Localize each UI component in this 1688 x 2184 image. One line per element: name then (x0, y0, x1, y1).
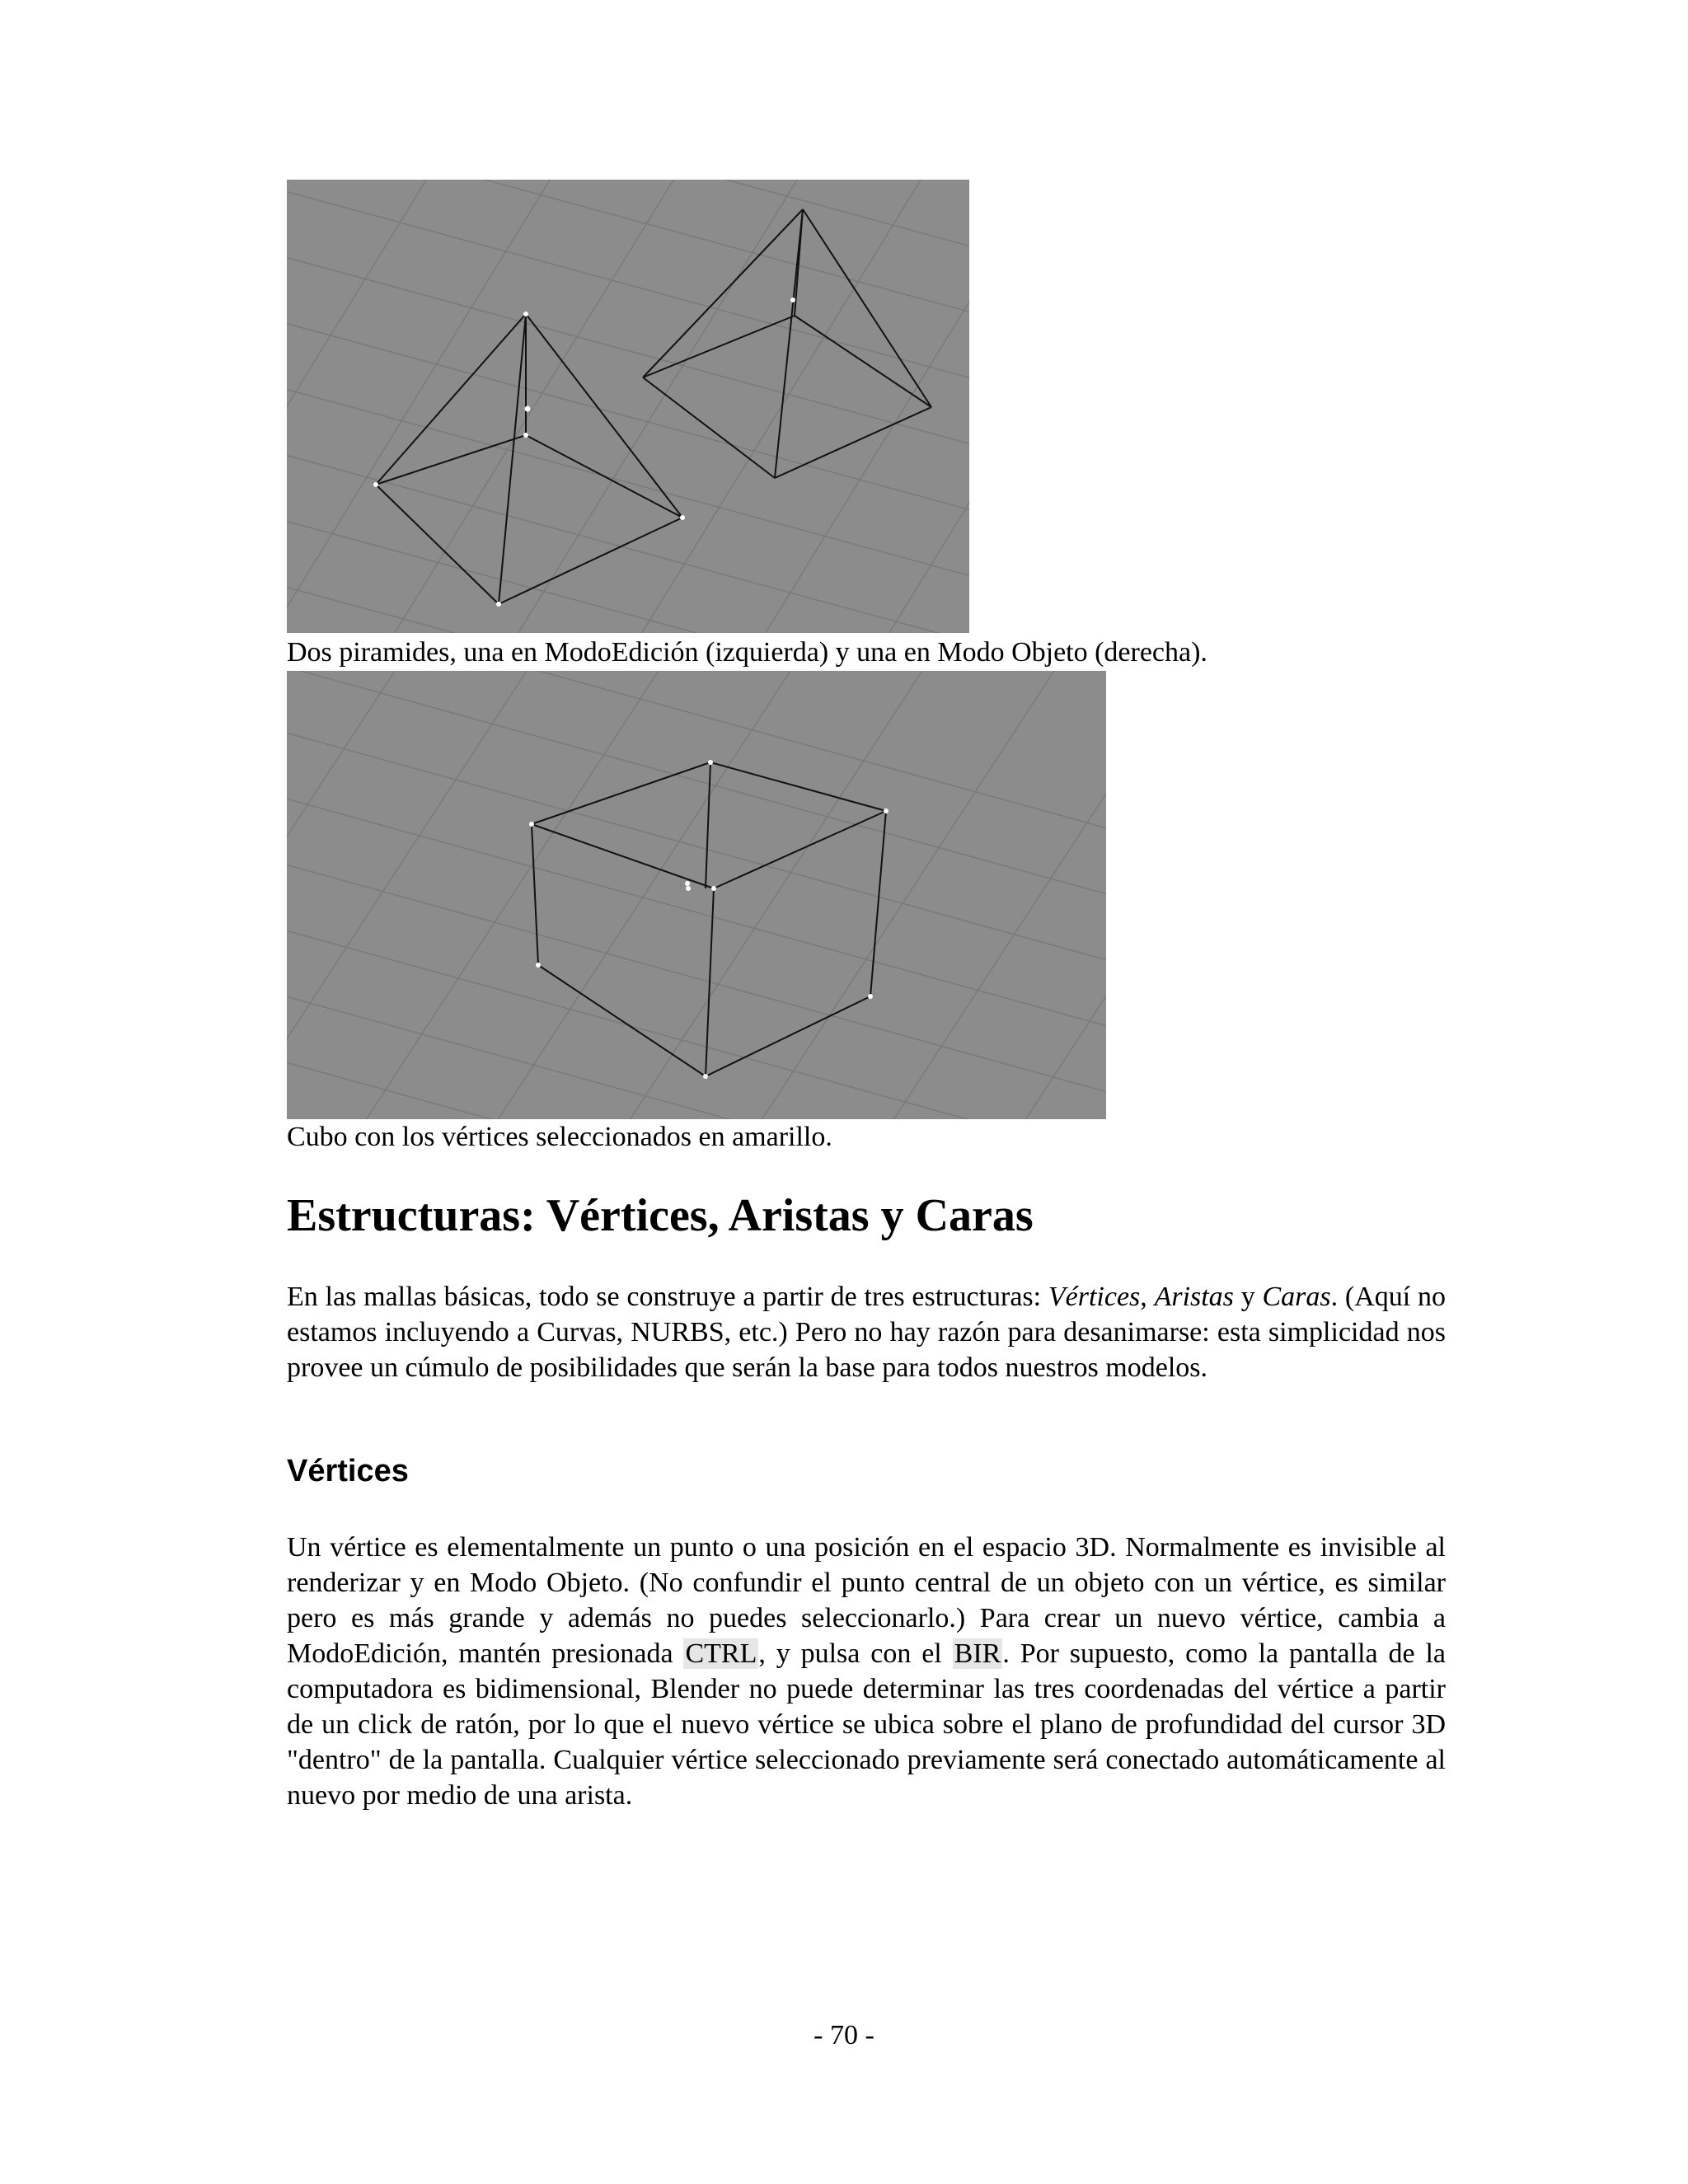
right-pyramid-center (790, 298, 795, 302)
ctrl-key-label: CTRL (685, 1638, 757, 1669)
cube-caption: Cubo con los vértices seleccionados en amarillo. (287, 1122, 832, 1152)
vertices-paragraph: Un vértice es elementalmente un punto o una posición en el espacio 3D. Normalmente es invisible al renderizar y en Modo Objeto. (No confundir el punto central de un objeto con un vértice, es similar pero es más grande y además no puedes seleccionarlo.) Para crear un nuevo vértice, cambia a ModoEdición, mantén presionada CTRL, y pulsa con el BIR. Por supuesto, como la pantalla de la computadora es bidimensional, Blender no puede determinar las tres coordenadas del vértice a partir de un click de ratón, por lo que el nuevo vértice se ubica sobre el plano de profundidad del cursor 3D "dentro" de la pantalla. Cualquier vértice seleccionado previamente será conectado automáticamente al nuevo por medio de una arista. (287, 1532, 1446, 1811)
term-faces: Caras (1262, 1282, 1331, 1312)
section-title: Estructuras: Vértices, Aristas y Caras (287, 1190, 1034, 1241)
bir-key-label: BIR (954, 1638, 1001, 1669)
page-number: - 70 - (814, 2020, 874, 2050)
term-vertices: Vértices (1048, 1282, 1141, 1312)
cube-figure (287, 671, 1106, 1119)
pyramids-caption: Dos piramides, una en ModoEdición (izquierda) y una en Modo Objeto (derecha). (287, 637, 1207, 668)
pyramids-viewport (287, 180, 969, 633)
term-edges: Aristas (1154, 1282, 1234, 1312)
intro-paragraph: En las mallas básicas, todo se construye a partir de tres estructuras: Vértices, Aristas y Caras. (Aquí no estamos incluyendo a Curvas, NURBS, etc.) Pero no hay razón para desanimarse: esta simplicidad nos provee un cúmulo de posibilidades que serán la base para todos nuestros modelos. (287, 1282, 1447, 1383)
subsection-title: Vértices (287, 1454, 409, 1488)
cube-viewport (287, 671, 1106, 1119)
pyramids-figure (287, 180, 969, 633)
